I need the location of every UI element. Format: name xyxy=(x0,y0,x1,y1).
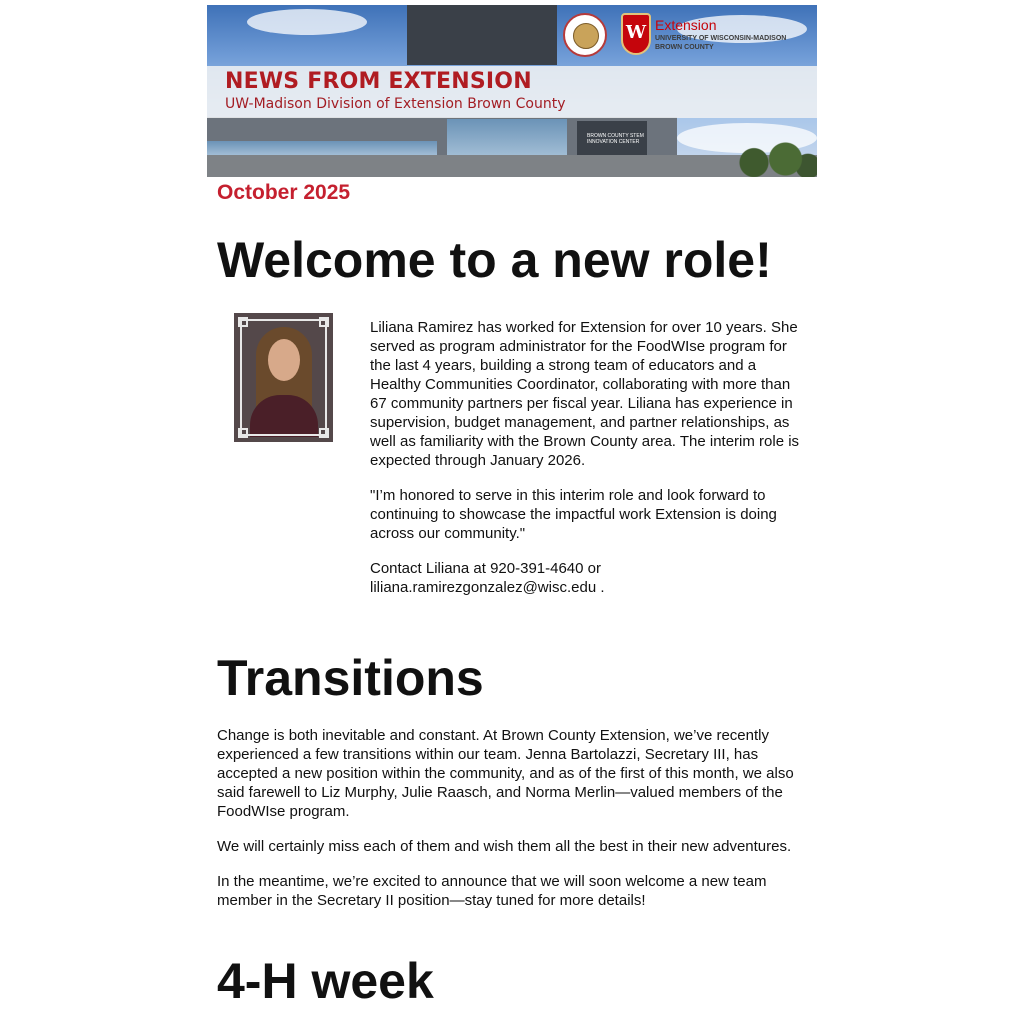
frame-corner-icon xyxy=(319,428,329,438)
logo-group xyxy=(563,11,813,59)
trees xyxy=(727,141,817,177)
newsletter xyxy=(207,5,817,177)
header-banner xyxy=(207,5,817,177)
transitions-body xyxy=(217,726,812,926)
ground xyxy=(207,155,817,177)
bio-paragraph: Liliana Ramirez has worked for Extension for over 10 years. She served as program administrator for the FoodWIse program for the last 4 years, building a strong team of educators and a Healthy Communities Coordinator, collaborating with more than 67 community partners per fiscal year. Liliana has experience in supervision, budget management, and partner relationships, as well as familiarity with the Brown County area. The interim role is expected through January 2026. xyxy=(370,319,800,469)
four-h-heading: 4-H week xyxy=(217,953,434,1009)
issue-date: October 2025 xyxy=(217,181,351,204)
newsletter-title: NEWS FROM EXTENSION xyxy=(225,69,532,94)
frame-corner-icon xyxy=(238,317,248,327)
frame-corner-icon xyxy=(319,317,329,327)
contact-paragraph: Contact Liliana at 920-391-4640 or liliana.ramirezgonzalez@wisc.edu . xyxy=(370,560,605,596)
staff-photo xyxy=(234,313,333,442)
building-sign: BROWN COUNTY STEM INNOVATION CENTER xyxy=(587,133,644,145)
university-logo-text: UNIVERSITY OF WISCONSIN-MADISON xyxy=(655,35,787,42)
photo-border xyxy=(240,319,327,436)
building-shape xyxy=(407,5,557,65)
welcome-heading: Welcome to a new role! xyxy=(217,232,772,288)
welcome-body xyxy=(370,318,810,613)
frame-corner-icon xyxy=(238,428,248,438)
county-seal-icon xyxy=(563,13,607,57)
quote-paragraph: "I’m honored to serve in this interim role and look forward to continuing to showcase the impactful work Extension is doing across our community." xyxy=(370,487,777,542)
transitions-paragraph: In the meantime, we’re excited to announce that we will soon welcome a new team member in the Secretary II position—stay tuned for more details! xyxy=(217,873,767,909)
transitions-paragraph: Change is both inevitable and constant. At Brown County Extension, we’ve recently experienced a few transitions within our team. Jenna Bartolazzi, Secretary III, has accepted a new position within the community, and as of the first of this month, we also said farewell to Liz Murphy, Julie Raasch, and Norma Merlin—valued members of the FoodWIse program. xyxy=(217,727,794,820)
cloud-shape xyxy=(247,9,367,35)
transitions-heading: Transitions xyxy=(217,650,484,706)
newsletter-subtitle: UW-Madison Division of Extension Brown County xyxy=(225,96,566,112)
extension-logo-text: Extension xyxy=(655,17,717,33)
county-logo-text: BROWN COUNTY xyxy=(655,44,714,51)
uw-crest-icon: W xyxy=(621,13,651,55)
transitions-paragraph: We will certainly miss each of them and wish them all the best in their new adventures. xyxy=(217,838,792,855)
